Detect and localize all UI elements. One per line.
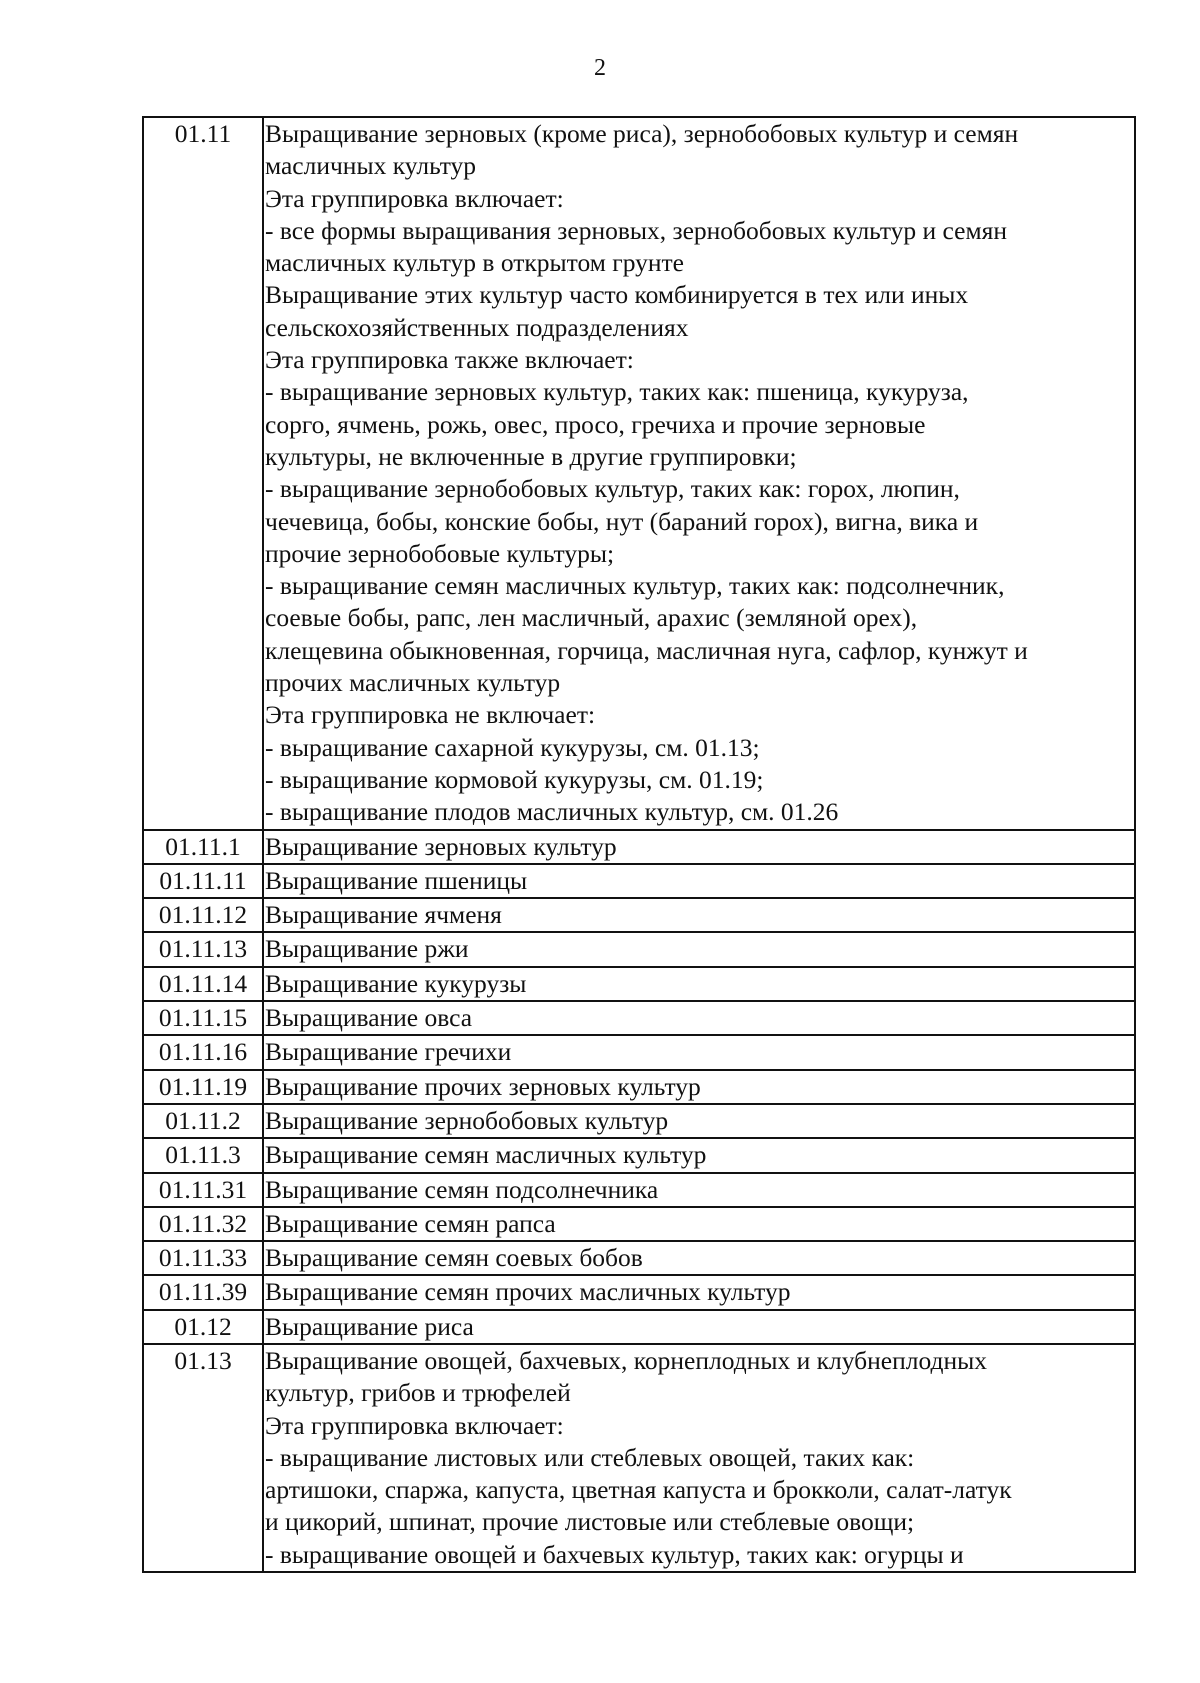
description-line: - выращивание кормовой кукурузы, см. 01.19; xyxy=(265,764,764,794)
row-code: 01.12 xyxy=(143,1310,263,1344)
description-line: артишоки, спаржа, капуста, цветная капуста и брокколи, салат-латук xyxy=(265,1475,1012,1505)
table-row xyxy=(143,1138,1135,1172)
row-description xyxy=(263,1310,1135,1344)
description-line: культуры, не включенные в другие группировки; xyxy=(265,441,797,471)
description-line: сельскохозяйственных подразделениях xyxy=(265,312,689,342)
description-line: Выращивание зерновых (кроме риса), зернобобовых культур и семян xyxy=(265,119,1019,148)
description-line: Выращивание зернобобовых культур xyxy=(265,1105,669,1135)
row-description xyxy=(263,1138,1135,1172)
description-line: - выращивание листовых или стеблевых овощей, таких как: xyxy=(265,1442,915,1472)
description-line: сорго, ячмень, рожь, овес, просо, гречиха и прочие зерновые xyxy=(265,409,926,439)
table-row xyxy=(143,1173,1135,1207)
row-code: 01.11.32 xyxy=(143,1207,263,1241)
row-code: 01.11.3 xyxy=(143,1138,263,1172)
description-line: - выращивание овощей и бахчевых культур, таких как: огурцы и xyxy=(265,1539,964,1569)
description-line: прочих масличных культур xyxy=(265,668,561,698)
table-row xyxy=(143,1001,1135,1035)
description-line: Выращивание овощей, бахчевых, корнеплодных и клубнеплодных xyxy=(265,1345,988,1375)
description-line: Выращивание ячменя xyxy=(265,900,502,930)
description-line: Выращивание овса xyxy=(265,1003,473,1033)
table-row xyxy=(143,898,1135,932)
description-line: и цикорий, шпинат, прочие листовые или стеблевые овощи; xyxy=(265,1507,915,1537)
table-row xyxy=(143,1207,1135,1241)
row-code: 01.11.14 xyxy=(143,967,263,1001)
row-description xyxy=(263,1275,1135,1309)
row-description xyxy=(263,898,1135,932)
table-row xyxy=(143,932,1135,966)
description-line: Эта группировка не включает: xyxy=(265,700,596,730)
description-line: Выращивание семян прочих масличных культур xyxy=(265,1277,791,1307)
description-line: Выращивание семян соевых бобов xyxy=(265,1243,643,1273)
description-line: Выращивание семян подсолнечника xyxy=(265,1174,659,1204)
description-line: - все формы выращивания зерновых, зернобобовых культур и семян xyxy=(265,215,1008,245)
row-description xyxy=(263,1241,1135,1275)
table-row xyxy=(143,1275,1135,1309)
row-code: 01.11 xyxy=(143,117,263,830)
table-row xyxy=(143,1310,1135,1344)
description-line: Выращивание семян масличных культур xyxy=(265,1140,707,1170)
classification-table xyxy=(142,116,1136,1573)
description-line: Выращивание ржи xyxy=(265,934,469,964)
description-line: Выращивание этих культур часто комбинируется в тех или иных xyxy=(265,280,969,310)
table-row xyxy=(143,830,1135,864)
row-description xyxy=(263,1207,1135,1241)
row-code: 01.11.33 xyxy=(143,1241,263,1275)
description-line: Выращивание кукурузы xyxy=(265,968,527,998)
description-line: - выращивание семян масличных культур, таких как: подсолнечник, xyxy=(265,571,1005,601)
table-row xyxy=(143,1070,1135,1104)
description-line: Выращивание семян рапса xyxy=(265,1208,556,1238)
row-code: 01.11.2 xyxy=(143,1104,263,1138)
description-line: соевые бобы, рапс, лен масличный, арахис (земляной орех), xyxy=(265,603,918,633)
row-code: 01.11.16 xyxy=(143,1035,263,1069)
table-row xyxy=(143,117,1135,830)
row-code: 01.11.13 xyxy=(143,932,263,966)
row-code: 01.11.19 xyxy=(143,1070,263,1104)
table-row xyxy=(143,1035,1135,1069)
description-line: - выращивание зернобобовых культур, таких как: горох, люпин, xyxy=(265,474,960,504)
description-line: клещевина обыкновенная, горчица, масличная нуга, сафлор, кунжут и xyxy=(265,635,1028,665)
row-description xyxy=(263,117,1135,830)
page-number: 2 xyxy=(594,55,606,81)
row-description xyxy=(263,1070,1135,1104)
table-row xyxy=(143,864,1135,898)
description-line: Выращивание пшеницы xyxy=(265,865,528,895)
row-description xyxy=(263,1104,1135,1138)
description-line: прочие зернобобовые культуры; xyxy=(265,538,615,568)
table-row xyxy=(143,1104,1135,1138)
table-row xyxy=(143,1241,1135,1275)
description-line: - выращивание зерновых культур, таких как: пшеница, кукуруза, xyxy=(265,377,969,407)
row-code: 01.11.15 xyxy=(143,1001,263,1035)
description-line: Выращивание гречихи xyxy=(265,1037,512,1067)
description-line: Выращивание прочих зерновых культур xyxy=(265,1071,701,1101)
table-row xyxy=(143,1344,1135,1572)
description-line: Эта группировка также включает: xyxy=(265,345,634,375)
description-line: масличных культур xyxy=(265,151,477,181)
description-line: Выращивание зерновых культур xyxy=(265,831,617,861)
description-line: чечевица, бобы, конские бобы, нут (бараний горох), вигна, вика и xyxy=(265,506,979,536)
table-row xyxy=(143,967,1135,1001)
row-description xyxy=(263,864,1135,898)
row-description xyxy=(263,1001,1135,1035)
description-line: Выращивание риса xyxy=(265,1311,474,1341)
row-description xyxy=(263,830,1135,864)
row-code: 01.11.11 xyxy=(143,864,263,898)
description-line: масличных культур в открытом грунте xyxy=(265,248,684,278)
description-line: Эта группировка включает: xyxy=(265,1410,564,1440)
description-line: - выращивание сахарной кукурузы, см. 01.13; xyxy=(265,732,760,762)
description-line: - выращивание плодов масличных культур, см. 01.26 xyxy=(265,797,839,827)
row-description xyxy=(263,1173,1135,1207)
row-code: 01.11.39 xyxy=(143,1275,263,1309)
description-line: культур, грибов и трюфелей xyxy=(265,1378,571,1408)
description-line: Эта группировка включает: xyxy=(265,183,564,213)
row-description xyxy=(263,932,1135,966)
row-description xyxy=(263,1035,1135,1069)
row-code: 01.11.12 xyxy=(143,898,263,932)
row-description xyxy=(263,1344,1135,1572)
row-description xyxy=(263,967,1135,1001)
row-code: 01.11.31 xyxy=(143,1173,263,1207)
row-code: 01.11.1 xyxy=(143,830,263,864)
table-body xyxy=(143,117,1135,1572)
row-code: 01.13 xyxy=(143,1344,263,1572)
